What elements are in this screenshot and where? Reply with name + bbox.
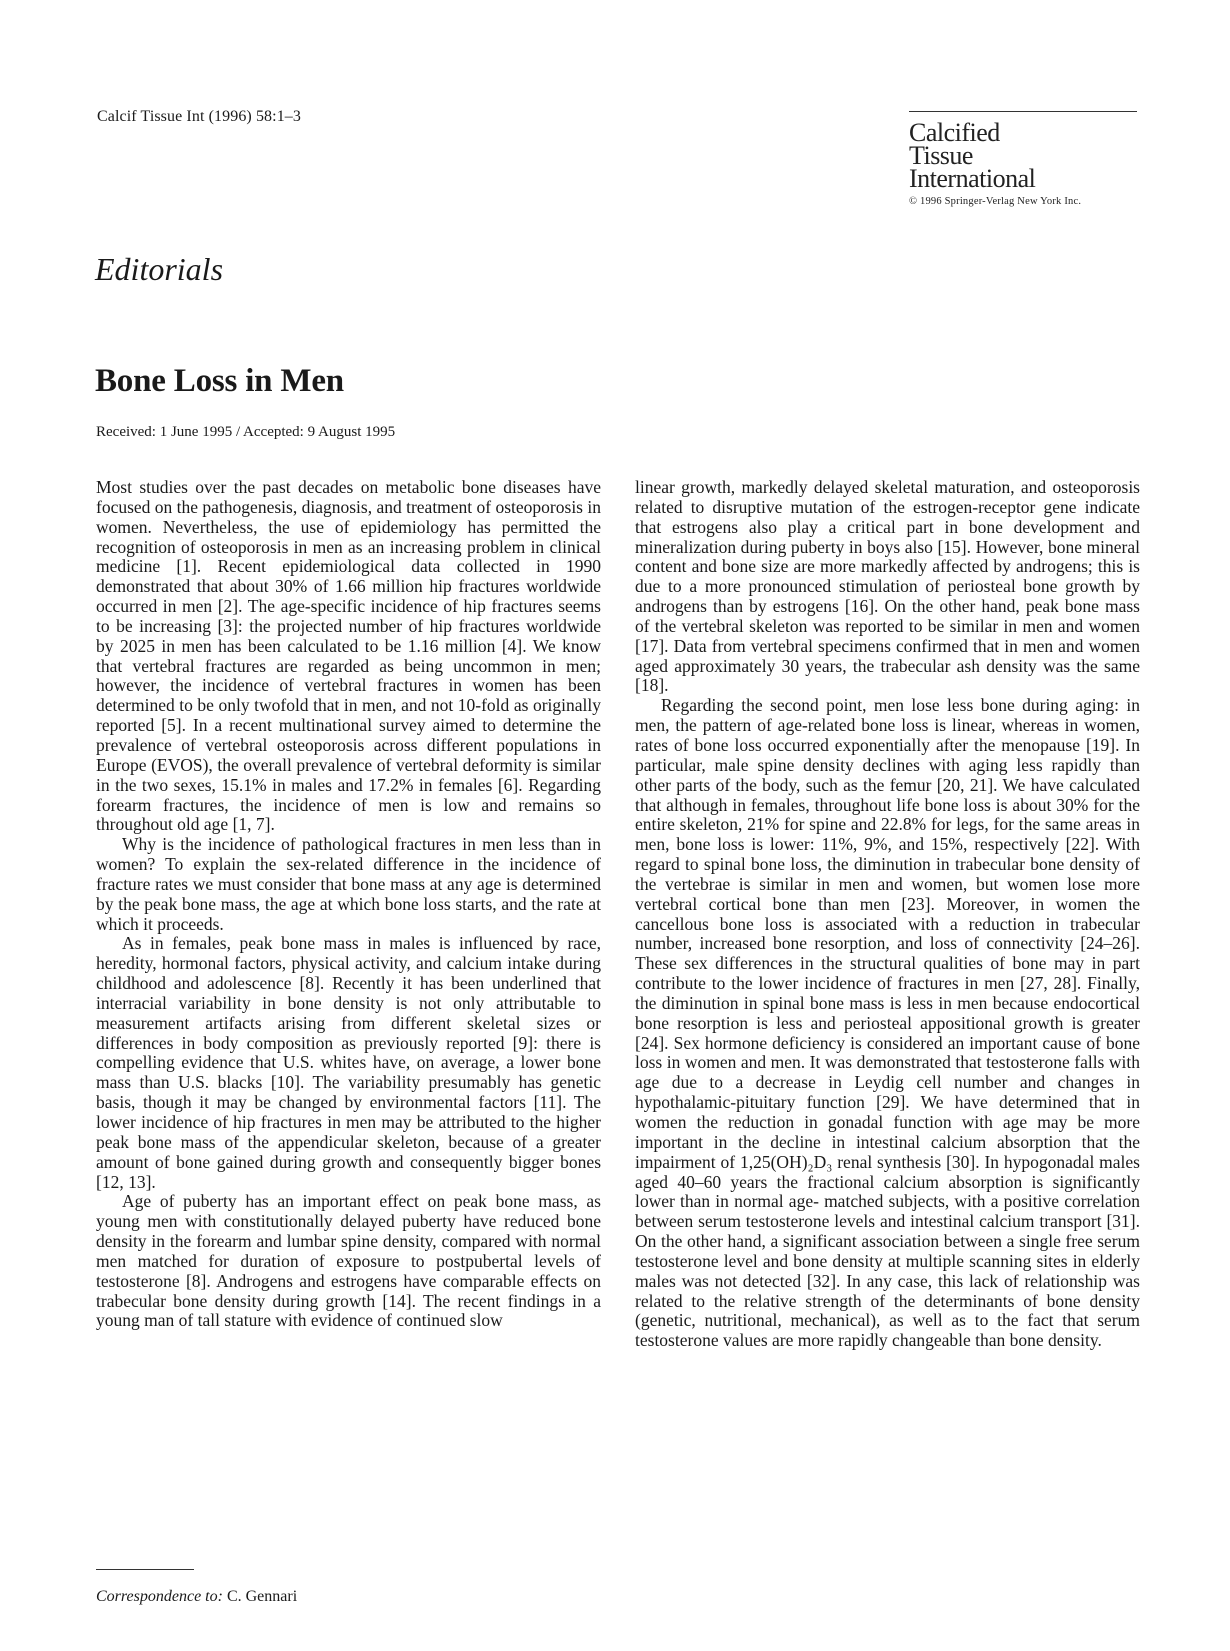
correspondence-name: C. Gennari <box>226 1588 298 1605</box>
correspondence-footnote <box>96 1588 297 1606</box>
copyright-notice: © 1996 Springer-Verlag New York Inc. <box>909 196 1082 207</box>
logo-rule-divider <box>909 111 1137 112</box>
paragraph: Why is the incidence of pathological fractures in men less than in women? To explain the sex-related difference in the incidence of fracture rates we must consider that bone mass at any age is determined by the peak bone mass, the age at which bone loss starts, and the rate at which it proceeds. <box>96 834 601 934</box>
received-accepted-dates: Received: 1 June 1995 / Accepted: 9 August 1995 <box>96 424 396 440</box>
section-heading: Editorials <box>95 251 224 287</box>
logo-line-tissue: Tissue <box>909 141 973 170</box>
article-title: Bone Loss in Men <box>95 363 344 399</box>
body-column-left <box>96 478 601 1331</box>
paragraph: As in females, peak bone mass in males is influenced by race, heredity, hormonal factors, physical activity, and calcium intake during childhood and adolescence [8]. Recently it has been underlined that interracial variability in bone density is not only attributable to measurement artifacts arising from different skeletal sizes or differences in body composition as previously reported [9]: there is compelling evidence that U.S. whites have, on average, a lower bone mass than U.S. blacks [10]. The variability presumably has genetic basis, though it may be changed by environmental factors [11]. The lower incidence of hip fractures in men may be attributed to the higher peak bone mass of the appendicular skeleton, because of a greater amount of bone gained during growth and consequently bigger bones [12, 13]. <box>96 933 601 1192</box>
journal-citation: Calcif Tissue Int (1996) 58:1–3 <box>97 108 301 125</box>
paragraph: linear growth, markedly delayed skeletal maturation, and osteoporosis related to disruptive mutation of the estrogen-receptor gene indicate that estrogens also play a critical part in bone development and mineralization during puberty in boys also [15]. However, bone mineral content and bone size are more markedly affected by androgens; this is due to a more pronounced stimulation of periosteal bone growth by androgens than by estrogens [16]. On the other hand, peak bone mass of the vertebral skeleton was reported to be similar in men and women [17]. Data from vertebral specimens confirmed that in men and women aged approximately 30 years, the trabecular ash density was the same [18]. <box>635 477 1140 696</box>
footnote-divider <box>96 1569 194 1570</box>
paragraph: Regarding the second point, men lose less bone during aging: in men, the pattern of age-related bone loss is linear, whereas in women, rates of bone loss occurred exponentially after the menopause [19]. In particular, male spine density declines with aging less rapidly than other parts of the body, such as the femur [20, 21]. We have calculated that although in females, throughout life bone loss is about 30% for the entire skeleton, 21% for spine and 22.8% for legs, for the same areas in men, bone loss is lower: 11%, 9%, and 15%, respectively [22]. With regard to spinal bone loss, the diminution in trabecular bone density of the vertebrae is similar in men and women, but women lose more vertebral cortical bone than men [23]. Moreover, in women the cancellous bone loss is associated with a reduction in trabecular number, increased bone resorption, and loss of connectivity [24–26]. These sex differences in the structural qualities of bone may in part contribute to the lower incidence of fractures in men [27, 28]. Finally, the diminution in spinal bone mass is less in men because endocortical bone resorption is less and periosteal appositional growth is greater [24]. Sex hormone deficiency is considered an important cause of bone loss in women and men. It was demonstrated that testosterone falls with age due to a decrease in Leydig cell number and changes in hypothalamic-pituitary function [29]. We have determined that in women the reduction in gonadal function with age may be more important in the decline in intestinal calcium absorption that the impairment of 1,25(OH)₂D₃ renal synthesis [30]. In hypogonadal males aged 40–60 years the fractional calcium absorption is significantly lower than in normal age- matched subjects, with a positive correlation between serum testosterone levels and intestinal calcium transport [31]. On the other hand, a significant association between a single free serum testosterone level and bone density at multiple scanning sites in elderly males was not detected [32]. In any case, this lack of relationship was related to the relative strength of the determinants of bone density (genetic, nutritional, mechanical), as well as to the fact that serum testosterone values are more rapidly changeable than bone density. <box>635 695 1140 1351</box>
journal-logo-block <box>909 111 1137 207</box>
correspondence-label: Correspondence to: <box>96 1588 223 1605</box>
logo-line-calcified: Calcified <box>909 118 1000 147</box>
paragraph: Most studies over the past decades on metabolic bone diseases have focused on the pathogenesis, diagnosis, and treatment of osteoporosis in women. Nevertheless, the use of epidemiology has permitted the recognition of osteoporosis in men as an increasing problem in clinical medicine [1]. Recent epidemiological data collected in 1990 demonstrated that about 30% of 1.66 million hip fractures worldwide occurred in men [2]. The age-specific incidence of hip fractures seems to be increasing [3]: the projected number of hip fractures worldwide by 2025 in men has been calculated to be 1.16 million [4]. We know that vertebral fractures are regarded as being uncommon in men; however, the incidence of vertebral fractures in women has been determined to be only twofold that in men, and not 10-fold as originally reported [5]. In a recent multinational survey aimed to determine the prevalence of vertebral osteoporosis across different populations in Europe (EVOS), the overall prevalence of vertebral deformity is similar in the two sexes, 15.1% in males and 17.2% in females [6]. Regarding forearm fractures, the incidence of men is low and remains so throughout old age [1, 7]. <box>96 477 601 835</box>
paragraph: Age of puberty has an important effect on peak bone mass, as young men with constitutionally delayed puberty have reduced bone density in the forearm and lumbar spine density, compared with normal men matched for duration of exposure to postpubertal levels of testosterone [8]. Androgens and estrogens have comparable effects on trabecular bone density during growth [14]. The recent findings in a young man of tall stature with evidence of continued slow <box>96 1191 601 1331</box>
journal-logo <box>909 118 1137 193</box>
logo-line-international: International <box>909 164 1036 193</box>
body-column-right <box>635 478 1140 1351</box>
